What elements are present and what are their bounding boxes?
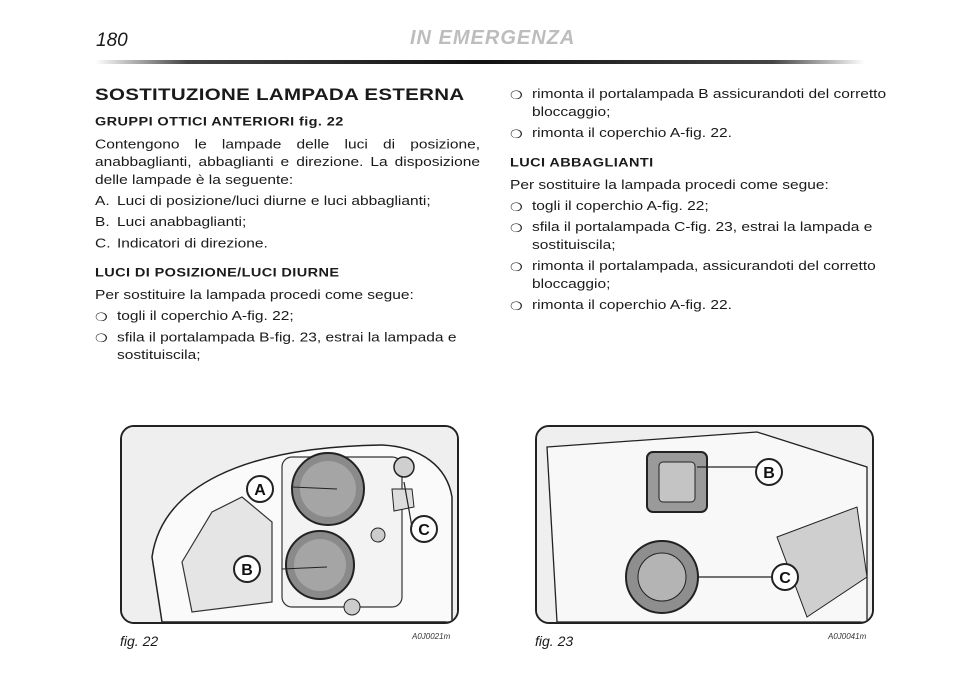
heading-luci-abbaglianti: LUCI ABBAGLIANTI: [510, 156, 654, 170]
bullet-text: togli il coperchio A-fig. 22;: [117, 309, 294, 324]
right-column: [510, 86, 895, 318]
bullet-item: [95, 329, 480, 365]
list-item: [95, 235, 480, 253]
bullet-item: [510, 219, 895, 255]
indicator-socket-icon: [394, 457, 414, 477]
list-marker: B.: [95, 215, 110, 230]
bullet-text: sfila il portalampada C-fig. 23, estrai la lampada e sostituiscila;: [532, 220, 873, 253]
bullet-icon: ❍: [510, 260, 523, 274]
bullet-icon: ❍: [510, 221, 523, 235]
bullet-text: togli il coperchio A-fig. 22;: [532, 199, 709, 214]
figure-23-caption: fig. 23: [535, 633, 574, 649]
label-c: C: [418, 522, 430, 539]
bullet-item: [95, 308, 480, 326]
label-c: C: [779, 570, 791, 587]
page-title: SOSTITUZIONE LAMPADA ESTERNA: [95, 85, 465, 104]
list-marker: A.: [95, 194, 110, 209]
list-marker: C.: [95, 236, 111, 251]
list-item: [95, 214, 480, 232]
heading-luci-posizione: LUCI DI POSIZIONE/LUCI DIURNE: [95, 266, 340, 280]
bullet-text: rimonta il portalampada B assicurandoti del corretto bloccaggio;: [532, 87, 887, 120]
bullet-item: [510, 198, 895, 216]
figure-23-code: A0J0041m: [828, 632, 867, 641]
section-title: IN EMERGENZA: [410, 27, 576, 49]
label-b: B: [763, 465, 775, 482]
figure-22-caption: fig. 22: [120, 633, 159, 649]
bullet-text: rimonta il portalampada, assicurandoti del corretto bloccaggio;: [532, 259, 876, 292]
figure-23-lamp-holders: [535, 425, 874, 624]
intro-paragraph: Contengono le lampade delle luci di posizione, anabbaglianti, abbaglianti e direzione. La disposizione delle lampade è la seguente:: [95, 137, 480, 188]
bullet-icon: ❍: [95, 310, 108, 324]
figure-22-headlight-back: [120, 425, 459, 624]
bullet-icon: ❍: [95, 331, 108, 345]
heading-gruppi-ottici: GRUPPI OTTICI ANTERIORI fig. 22: [95, 115, 344, 129]
headlight-illustration: [122, 427, 457, 622]
bullet-icon: ❍: [510, 200, 523, 214]
bullet-item: [510, 258, 895, 294]
bullet-text: sfila il portalampada B-fig. 23, estrai la lampada e sostituiscila;: [117, 330, 457, 363]
label-a: A: [254, 482, 266, 499]
bullet-icon: ❍: [510, 88, 523, 102]
lampholder-illustration: [537, 427, 872, 622]
page-number: 180: [96, 30, 128, 51]
bullet-item: [510, 125, 895, 143]
bullet-icon: ❍: [510, 127, 523, 141]
bullet-item: [510, 297, 895, 315]
procedure-intro: Per sostituire la lampada procedi come segue:: [95, 288, 414, 303]
list-item-text: Indicatori di direzione.: [117, 236, 268, 251]
list-item: [95, 193, 480, 211]
header-rule: [95, 60, 865, 64]
figure-22-code: A0J0021m: [412, 632, 451, 641]
label-b: B: [241, 562, 253, 579]
bullet-text: rimonta il coperchio A-fig. 22.: [532, 298, 732, 313]
bullet-icon: ❍: [510, 299, 523, 313]
bullet-text: rimonta il coperchio A-fig. 22.: [532, 126, 732, 141]
list-item-text: Luci di posizione/luci diurne e luci abbaglianti;: [117, 194, 431, 209]
procedure-intro: Per sostituire la lampada procedi come segue:: [510, 178, 829, 193]
left-column: [95, 86, 480, 368]
list-item-text: Luci anabbaglianti;: [117, 215, 247, 230]
bullet-item: [510, 86, 895, 122]
